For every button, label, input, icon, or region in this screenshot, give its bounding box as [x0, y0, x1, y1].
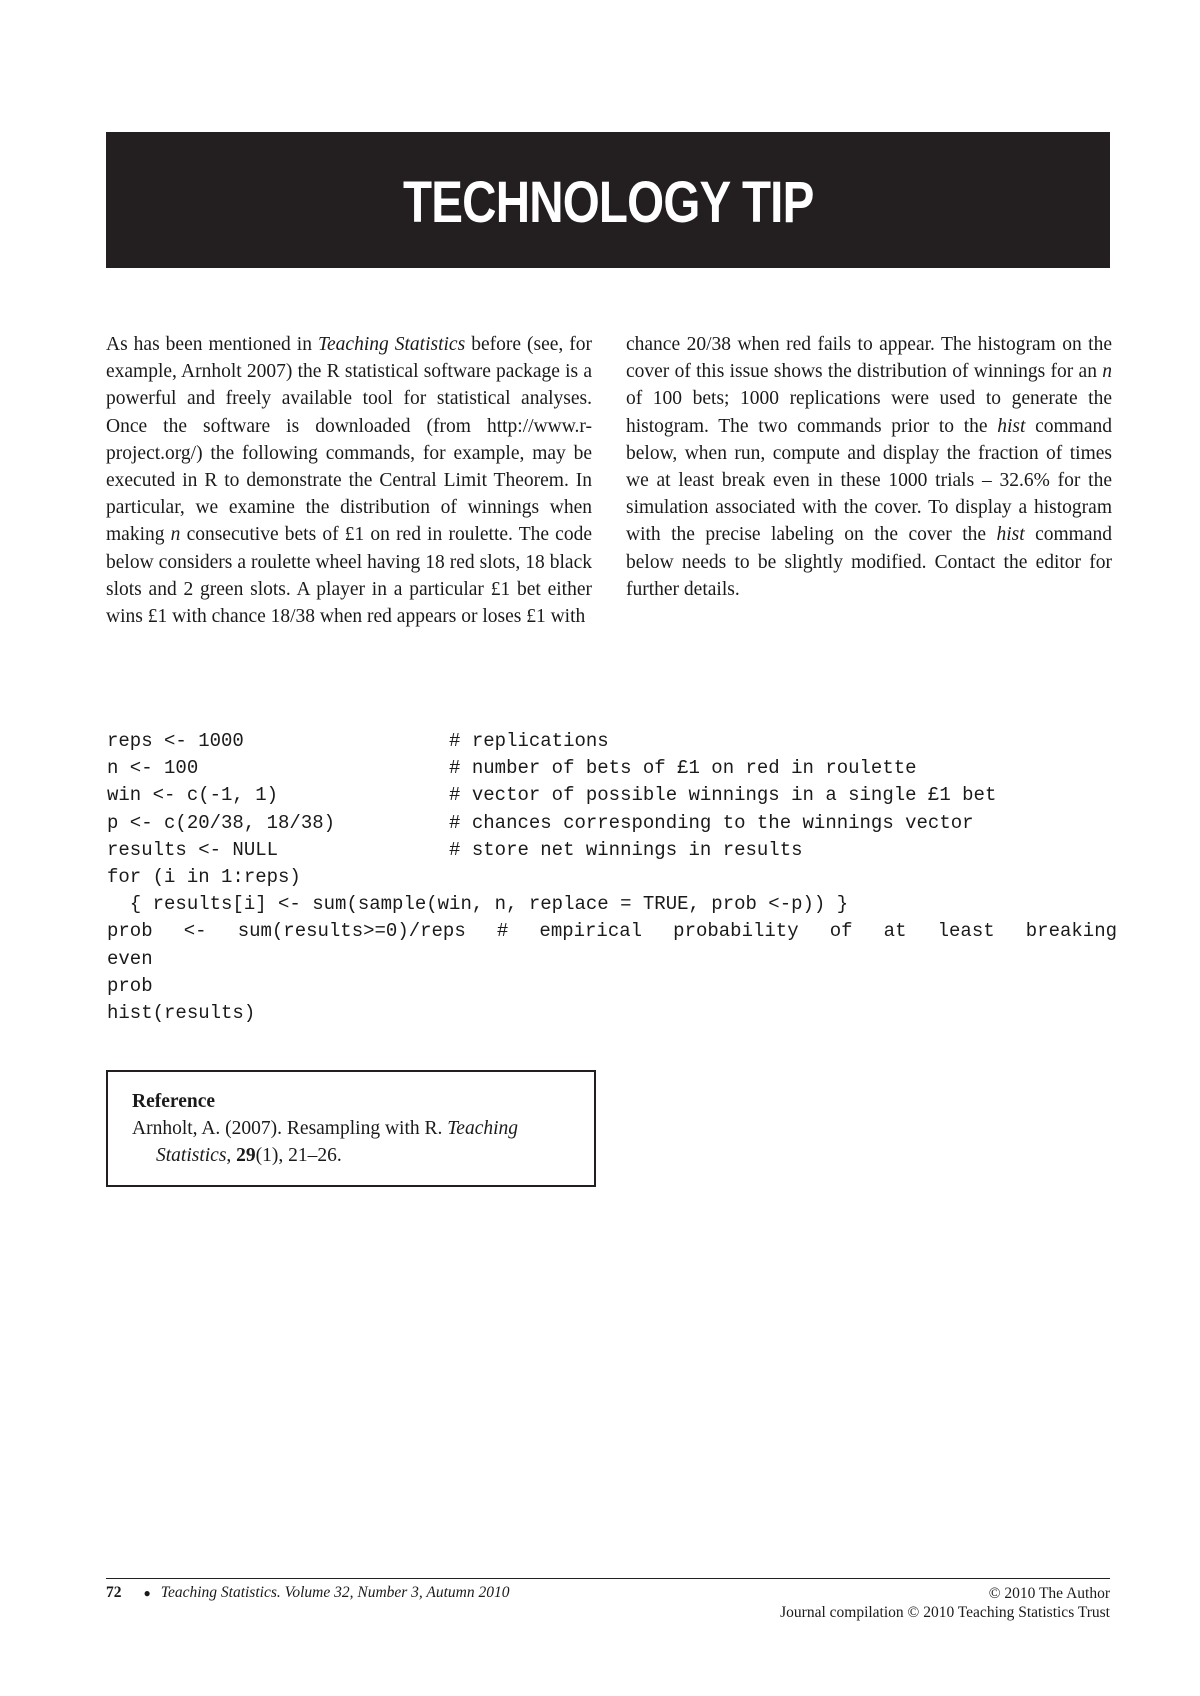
command-hist: hist [996, 524, 1025, 546]
banner-title: TECHNOLOGY TIP [402, 169, 814, 235]
code-line: n <- 100 # number of bets of £1 on red in roulette [107, 757, 917, 780]
section-banner [106, 132, 1110, 268]
text-run: of 100 bets; 1000 replications were used to generate the histogram. The two commands prior to the [626, 388, 1112, 437]
compilation-line: Journal compilation © 2010 Teaching Statistics Trust [780, 1604, 1110, 1621]
code-line: results <- NULL # store net winnings in results [107, 838, 803, 861]
footer-rule [106, 1578, 1110, 1579]
variable-n: n [170, 524, 181, 546]
code-line: win <- c(-1, 1) # vector of possible winnings in a single £1 bet [107, 784, 997, 807]
journal-citation: Teaching Statistics. Volume 32, Number 3, Autumn 2010 [160, 1584, 510, 1601]
bullet-icon: ● [143, 1586, 151, 1600]
code-block [107, 728, 1117, 1027]
reference-entry [132, 1115, 572, 1169]
variable-n: n [1102, 361, 1112, 383]
code-line: p <- c(20/38, 18/38) # chances corresponding to the winnings vector [107, 811, 974, 834]
command-hist: hist [997, 415, 1026, 437]
code-line: for (i in 1:reps) [107, 866, 301, 889]
reference-authors: Arnholt, A. (2007). Resampling with R. [132, 1118, 448, 1139]
code-line: prob <- sum(results>=0)/reps # empirical probability of at least breaking [107, 920, 1117, 943]
reference-box [106, 1070, 596, 1187]
code-line: even [107, 947, 153, 970]
footer-copyright [780, 1584, 1110, 1622]
code-line: hist(results) [107, 1002, 256, 1025]
body-paragraph-left [106, 331, 592, 630]
text-run: chance 20/38 when red fails to appear. The histogram on the cover of this issue shows the distribution of winnings for an [626, 334, 1112, 383]
reference-journal: Teaching Statistics [156, 1118, 519, 1166]
text-run: command below needs to be slightly modified. Contact the editor for further details. [626, 524, 1112, 600]
code-line: prob [107, 974, 153, 997]
body-paragraph-right [626, 331, 1112, 603]
text-run: As has been mentioned in [106, 334, 318, 355]
text-run: before (see, for example, Arnholt 2007) the R statistical software package is a powerful and freely available tool for statistical analyses. Once the software is downloaded (from http://www.r-project.org/) the following commands, for example, may be executed in R to demonstrate the Central Limit Theorem. In particular, we examine the distribution of winnings when making [106, 334, 592, 546]
reference-separator: , [226, 1145, 237, 1166]
journal-name: Teaching Statistics [317, 334, 466, 355]
text-run: command below, when run, compute and display the fraction of times we at least break even in these 1000 trials – 32.6% for the simulation associated with the cover. To display a histogram with the precise labeling on the cover the [626, 415, 1112, 546]
body-column-right [626, 331, 1112, 603]
copyright-line: © 2010 The Author [988, 1585, 1110, 1602]
reference-heading: Reference [132, 1091, 215, 1112]
reference-volume: 29 [236, 1145, 256, 1166]
text-run: consecutive bets of £1 on red in roulette. The code below considers a roulette wheel having 18 red slots, 18 black slots and 2 green slots. A player in a particular £1 bet either wins £1 with chance 18/38 when red appears or loses £1 with [106, 524, 592, 628]
reference-pages: (1), 21–26. [255, 1145, 342, 1166]
code-line: reps <- 1000 # replications [107, 730, 609, 752]
page-number: 72 [106, 1584, 122, 1601]
footer-citation [106, 1584, 510, 1602]
code-line: { results[i] <- sum(sample(win, n, replace = TRUE, prob <-p)) } [107, 893, 849, 916]
body-column-left [106, 331, 592, 630]
